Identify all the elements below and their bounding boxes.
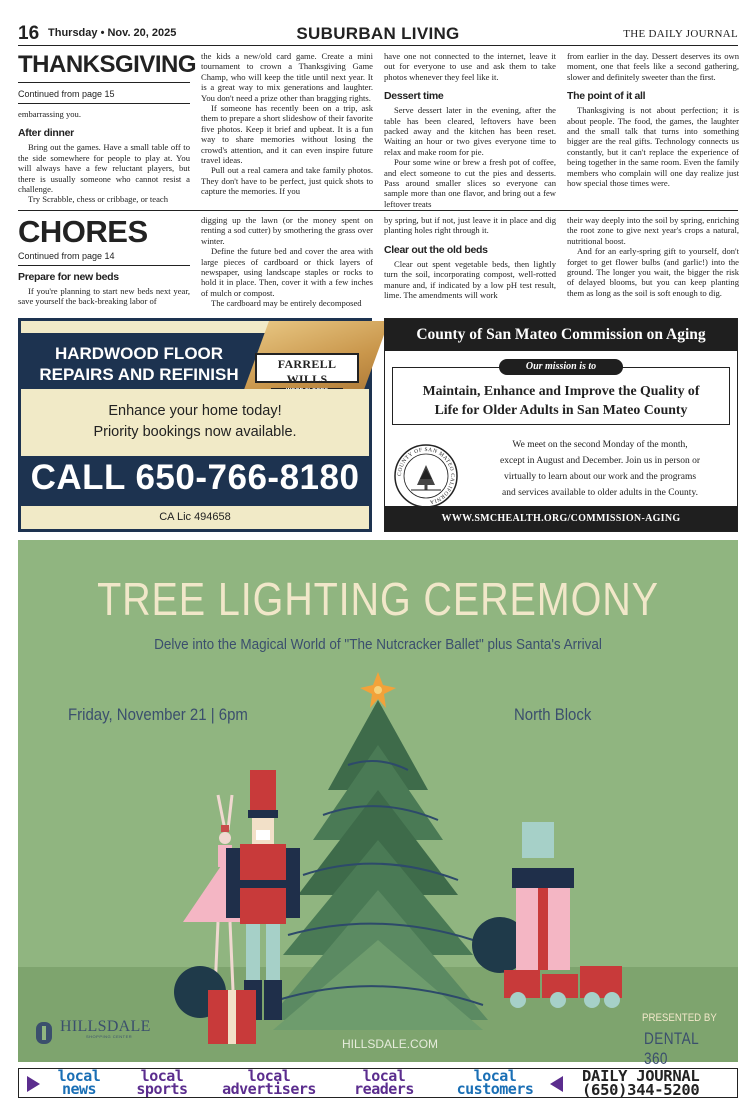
paragraph: And for an early-spring gift to yourself, don't forget to get flower bulbs (and garlic!) into the ground. The longer you wait, the bigger the risk of delayed blooms, but you can keep planting them as long as the soil is soft enough to dig. <box>567 246 739 298</box>
chores-continued: Continued from page 14 <box>18 249 190 266</box>
banner-item-sports[interactable] <box>129 1067 195 1098</box>
presented-by: PRESENTED BY <box>642 1012 717 1024</box>
farrell-wills-ad[interactable] <box>18 318 372 532</box>
banner-item-advertisers[interactable] <box>217 1067 321 1098</box>
tree-illustration-icon <box>18 540 738 1062</box>
paragraph: Clear out spent vegetable beds, then lightly turn the soil, incorporating compost, well-rotted manure and, if indicated by a low pH test result, lime. The amendments will work <box>384 258 556 301</box>
headline-line-2: REPAIRS AND REFINISH <box>39 365 239 384</box>
brand-phone: (650)344-5200 <box>582 1080 700 1099</box>
paragraph: Try Scrabble, chess or cribbage, or teach <box>28 194 169 205</box>
logo-text: FARRELL WILLS <box>277 357 337 386</box>
issue-date: Thursday • Nov. 20, 2025 <box>48 27 177 39</box>
mission-box <box>392 367 730 425</box>
hillsdale-url[interactable]: HILLSDALE.COM <box>342 1037 439 1051</box>
thanksgiving-col-3 <box>384 51 556 209</box>
banner-item-customers[interactable] <box>447 1067 543 1098</box>
paragraph: Define the future bed and cover the area with large pieces of cardboard or thick layers of newspaper, using landscape staples or rocks to hold it in place. Then, cover it with a few inches of mulch or compost. <box>201 246 373 298</box>
paragraph: Pour some wine or brew a fresh pot of coffee, and elect someone to cut the pies and desserts. Pass around smaller slices so everyone can sample more than one flavor, and bring out a few leftover treats <box>384 157 556 209</box>
banner-item-readers[interactable] <box>349 1067 419 1098</box>
sponsor-name: DENTAL 360 <box>644 1029 699 1068</box>
ad-license: CA Lic 494658 <box>21 506 369 529</box>
daily-journal-contact[interactable] <box>582 1067 700 1099</box>
hillsdale-name: HILLSDALE <box>60 1018 151 1035</box>
hillsdale-sub: SHOPPING CENTER <box>86 1034 133 1039</box>
subhead: Dessert time <box>384 90 444 103</box>
county-ad-url[interactable]: WWW.SMCHEALTH.ORG/COMMISSION-AGING <box>385 506 737 531</box>
tree-lighting-ad[interactable] <box>18 540 738 1068</box>
chores-col-3 <box>384 215 556 300</box>
body-line-1: We meet on the second Monday of the month, <box>512 440 688 450</box>
ad-line-2: Priority bookings now available. <box>93 424 297 440</box>
headline-line-1: HARDWOOD FLOOR <box>54 344 224 363</box>
mission-line-2: Life for Older Adults in San Mateo County <box>434 402 688 417</box>
hillsdale-logo-icon <box>36 1022 52 1044</box>
chores-headline: CHORES <box>18 214 148 249</box>
farrell-wills-logo <box>255 353 359 386</box>
banner-item-bottom: advertisers <box>222 1080 316 1098</box>
hillsdale-logo <box>60 1018 151 1039</box>
subhead: After dinner <box>18 127 74 140</box>
toy-train-icon <box>504 966 622 1008</box>
paragraph: embarrassing you. <box>18 109 82 119</box>
banner-item-bottom: sports <box>136 1080 188 1098</box>
tree-ad-title: TREE LIGHTING CEREMONY <box>97 573 659 625</box>
chores-col-4 <box>567 215 739 298</box>
county-ad-body <box>469 437 731 501</box>
paragraph: their way deeply into the soil by spring, enriching the root zone to give next year's crops a natural, nutritional boost. <box>567 215 739 246</box>
brand-name: DAILY JOURNAL <box>582 1067 700 1085</box>
thanksgiving-story <box>18 51 738 211</box>
county-seal-icon <box>393 443 459 509</box>
ad-line-1: Enhance your home today! <box>108 403 282 419</box>
paragraph: The cardboard may be entirely decomposed <box>211 298 362 309</box>
banner-item-news[interactable] <box>51 1067 107 1098</box>
ad-phone[interactable]: CALL 650-766-8180 <box>21 456 369 502</box>
banner-item-top: local <box>362 1067 406 1085</box>
banner-item-top: local <box>473 1067 517 1085</box>
subhead: Prepare for new beds <box>18 271 119 283</box>
paragraph: have one not connected to the internet, leave it out for everyone to use and ask them to take photos whenever they feel like it. <box>384 51 556 82</box>
arrow-right-icon <box>27 1076 40 1092</box>
banner-item-bottom: readers <box>354 1080 414 1098</box>
paragraph: If you're planning to start new beds next year, save yourself the back-breaking labor of <box>18 286 190 307</box>
chores-col-1 <box>18 215 190 307</box>
paragraph: Thanksgiving is not about perfection; it is about people. The food, the games, the laughter and the small talk that turns into something bigger are the real gifts. Technology connects us constantly, but it can't replace the experience of being together in the same room. Even the family members who complain will one day realize just how special those times were. <box>567 105 739 189</box>
county-aging-ad[interactable] <box>384 318 738 532</box>
mission-statement <box>393 381 729 419</box>
subhead: Clear out the old beds <box>384 243 488 256</box>
thanksgiving-col-1 <box>18 51 197 205</box>
chores-col-2 <box>201 215 373 309</box>
paragraph: the kids a new/old card game. Create a mini tournament to crown a Thanksgiving Game Champ, who will keep the title until next year. It is a great way to mix generations and laughter. You don't need a prize other than bragging rights. <box>201 51 373 103</box>
footer-banner[interactable] <box>18 1068 738 1098</box>
paragraph: Pull out a real camera and take family photos. They don't have to be perfect, just quick shots to capture the memories. If you <box>201 165 373 197</box>
page-number: 16 <box>18 23 40 44</box>
body-line-4: and services available to older adults in the County. <box>502 488 698 498</box>
page-header <box>18 24 738 46</box>
gift-tower-icon <box>512 822 574 970</box>
paragraph: digging up the lawn (or the money spent on renting a sod cutter) by smothering the grass over winter. <box>201 215 373 246</box>
thanksgiving-continued: Continued from page 15 <box>18 82 190 104</box>
event-date: Friday, November 21 | 6pm <box>68 705 248 724</box>
paragraph: Bring out the games. Have a small table off to the side somewhere for people to play at. You will always have a few reluctant players, but there is usually someone who cannot resist a challenge. <box>18 142 190 195</box>
thanksgiving-headline: THANKSGIVING <box>18 51 197 78</box>
event-location: North Block <box>514 705 592 724</box>
publication-name: THE DAILY JOURNAL <box>623 28 738 40</box>
story-divider <box>18 210 738 211</box>
body-line-2: except in August and December. Join us in person or <box>500 456 700 466</box>
subhead: The point of it all <box>567 90 646 103</box>
banner-item-top: local <box>57 1067 101 1085</box>
seal-text: COUNTY OF SAN MATEO CALIFORNIA <box>396 446 456 505</box>
paragraph: by spring, but if not, just leave it in place and dig planting holes right through it. <box>384 215 556 236</box>
ad-top-panel <box>21 321 369 389</box>
mission-line-1: Maintain, Enhance and Improve the Quality of <box>422 383 700 398</box>
banner-item-top: local <box>140 1067 184 1085</box>
paragraph: If someone has recently been on a trip, ask them to prepare a short slideshow of their favorite five photos. Keep it brief and upbeat. It is a fun way to share memories without losing the crowd's attention, and it can even inspire future travel ideas. <box>201 103 373 166</box>
banner-item-top: local <box>247 1067 291 1085</box>
nutcracker-icon <box>226 770 300 1020</box>
body-line-3: virtually to learn about our work and the programs <box>503 472 697 482</box>
paragraph: Serve dessert later in the evening, after the table has been cleared, leftovers have been packed away and the kitchen has been reset. Waiting an hour or two gives everyone time to relax and make room for pie. <box>384 105 556 157</box>
tree-ad-subtitle: Delve into the Magical World of "The Nutcracker Ballet" plus Santa's Arrival <box>154 636 602 653</box>
paragraph: from earlier in the day. Dessert deserves its own moment, one that feels like a second gathering, slower and definitely sweeter than the first. <box>567 51 739 82</box>
banner-item-bottom: news <box>61 1080 97 1098</box>
arrow-left-icon <box>550 1076 563 1092</box>
ad-headline <box>26 343 252 385</box>
mission-pill: Our mission is to <box>499 359 623 375</box>
county-ad-title: County of San Mateo Commission on Aging <box>385 319 737 351</box>
thanksgiving-col-4 <box>567 51 739 188</box>
banner-item-bottom: customers <box>456 1080 534 1098</box>
chores-story <box>18 215 738 315</box>
section-title: SUBURBAN LIVING <box>296 24 460 43</box>
thanksgiving-col-2 <box>201 51 373 197</box>
